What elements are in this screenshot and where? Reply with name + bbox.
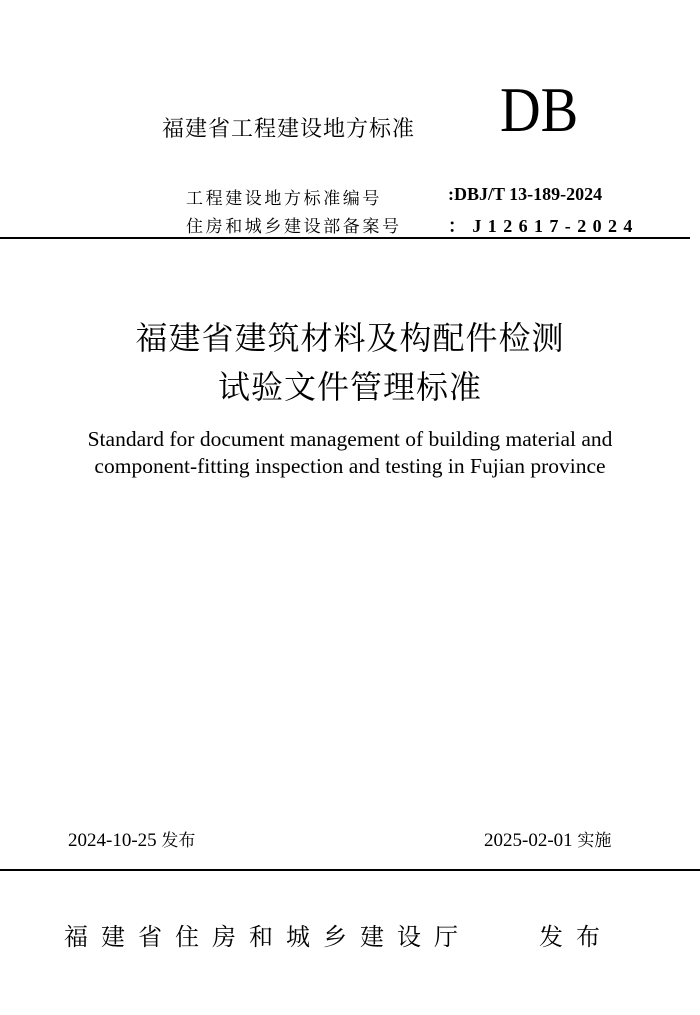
footer-issue-label: 发布 (539, 923, 613, 951)
effective-date-value: 2025-02-01 (484, 830, 573, 851)
effective-date-label: 实施 (577, 831, 612, 851)
issue-date-value: 2024-10-25 (68, 830, 157, 851)
record-number-label: 住房和城乡建设部备案号 (186, 217, 402, 237)
effective-date (484, 826, 611, 852)
standard-type-label: 福建省工程建设地方标准 (162, 117, 416, 142)
title-line-1: 福建省建筑材料及构配件检测 (135, 319, 565, 357)
english-title-line-2: component-fitting inspection and testing in Fujian province (94, 454, 606, 478)
record-number-value: ：J12617-2024 (448, 216, 639, 236)
footer-divider (0, 869, 700, 871)
issuing-authority: 福建省住房和城乡建设厅 (64, 923, 471, 951)
db-mark: DB (500, 74, 579, 145)
title-line-2: 试验文件管理标准 (217, 368, 482, 406)
header-divider (0, 237, 690, 239)
english-title-line-1: Standard for document management of building material and (87, 427, 613, 451)
issue-date-label: 发布 (161, 831, 196, 851)
standard-code-label: 工程建设地方标准编号 (186, 189, 382, 209)
standard-code-value: :DBJ/T 13-189-2024 (448, 184, 603, 204)
issue-date (68, 826, 195, 852)
